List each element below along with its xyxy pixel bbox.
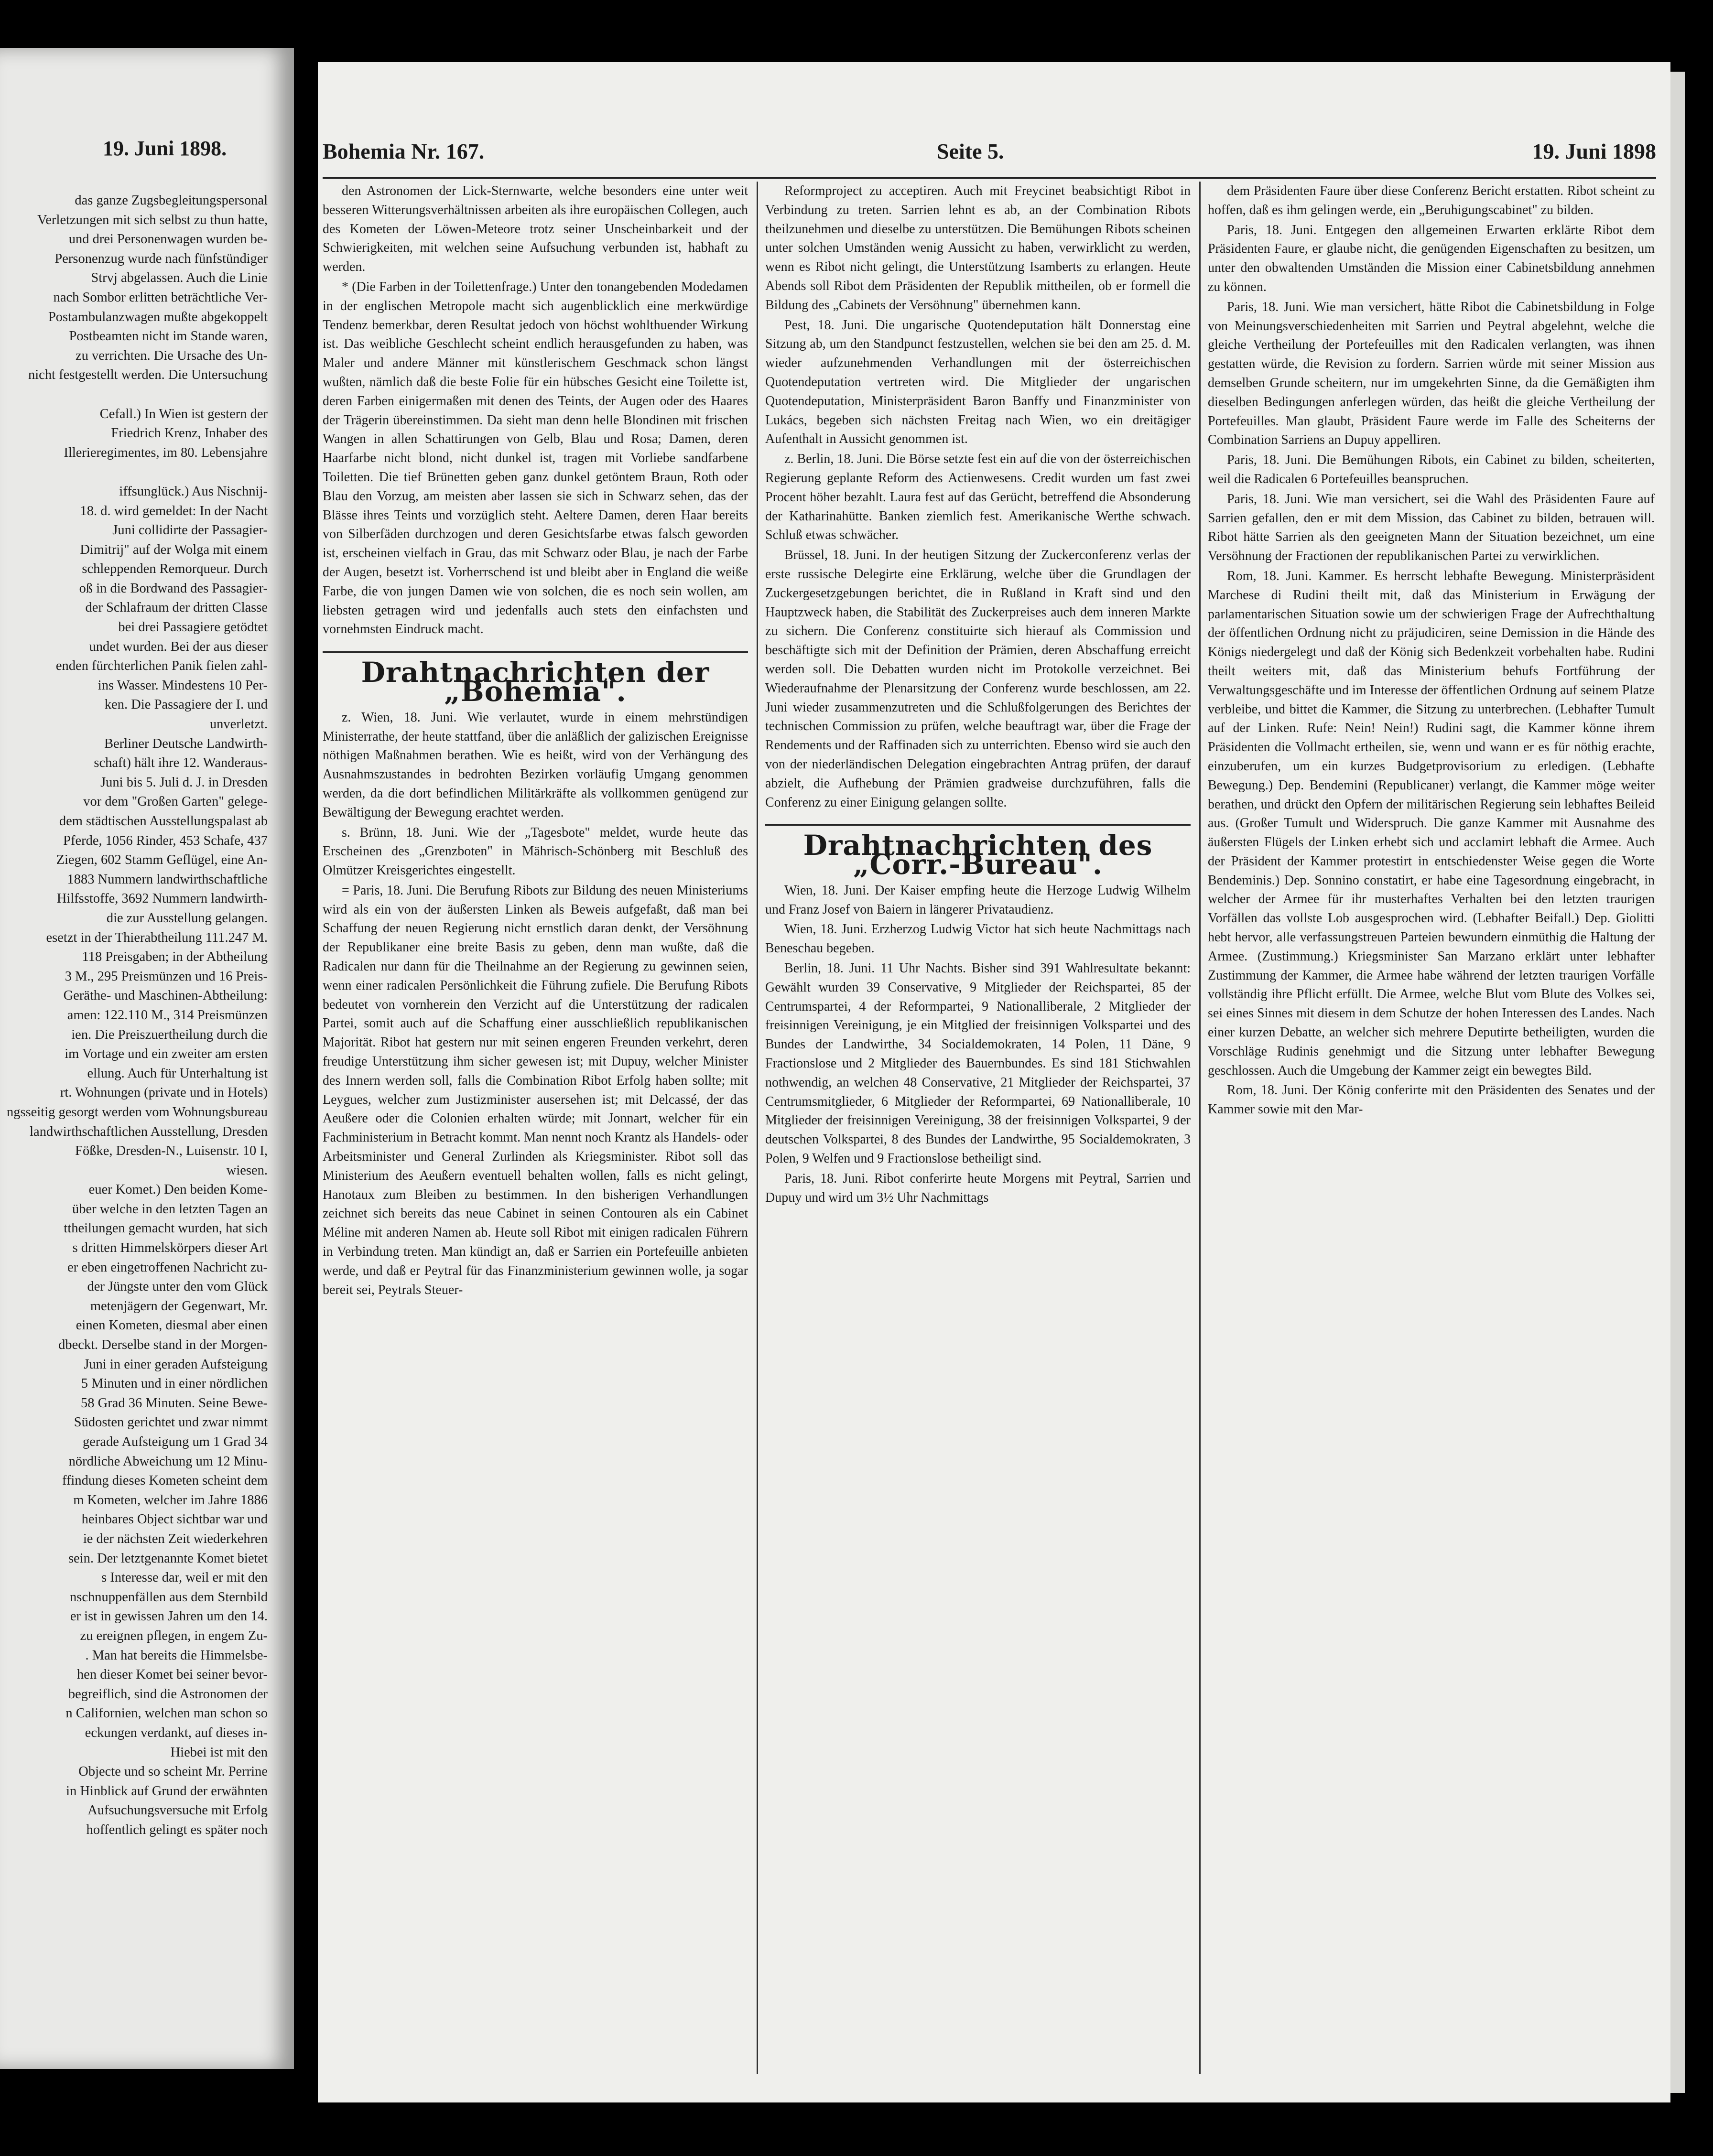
previous-page-line: . Man hat bereits die Himmelsbe-	[85, 1648, 268, 1663]
column-divider	[1199, 182, 1201, 2074]
previous-page-line: rt. Wohnungen (private und in Hotels)	[60, 1085, 268, 1100]
column-1	[323, 182, 748, 2088]
previous-page-line: begreiflich, sind die Astronomen der	[68, 1686, 268, 1702]
previous-page-line: er ist in gewissen Jahren um den 14.	[70, 1609, 268, 1624]
header-rule	[323, 177, 1656, 179]
newspaper-page	[318, 62, 1670, 2102]
previous-page-line: dem städtischen Ausstellungspalast ab	[59, 814, 268, 829]
previous-page-line: nördliche Abweichung um 12 Minu-	[68, 1454, 268, 1469]
previous-page-line: 1883 Nummern landwirthschaftliche	[67, 872, 268, 887]
previous-page-line: im Vortage und ein zweiter am ersten	[65, 1046, 268, 1062]
previous-page-line: zu verrichten. Die Ursache des Un-	[76, 348, 268, 363]
previous-page-line: 3 M., 295 Preismünzen und 16 Preis-	[65, 969, 268, 984]
previous-page-line: iffsunglück.) Aus Nischnij-	[119, 484, 268, 499]
telegram-paragraph: z. Wien, 18. Juni. Wie verlautet, wurde in einem mehrstündigen Ministerrathe, der heute stattfand, über die anläßlich der galizischen Ereignisse nöthigen Maßnahmen berathen. Wie es heißt, wird von der Verhängung des Ausnahmszustandes in bedrohten Bezirken vorläufig Umgang genommen werden, da die dort befindlichen Militärkräfte als vollkommen genügend zur Bewältigung der Bewegung erachtet werden.	[323, 710, 748, 820]
previous-page-line: Dimitrij" auf der Wolga mit einem	[80, 542, 268, 557]
previous-page-line: oß in die Bordwand des Passagier-	[79, 581, 268, 596]
column-1-articles	[323, 182, 748, 639]
previous-page-line: die zur Ausstellung gelangen.	[106, 910, 268, 926]
previous-page-line: in Hinblick auf Grund der erwähnten	[66, 1783, 268, 1799]
previous-page-line: Strvj abgelassen. Auch die Linie	[91, 270, 268, 286]
page-edge	[1670, 72, 1685, 2093]
telegram-paragraph: Rom, 18. Juni. Kammer. Es herrscht lebhafte Bewegung. Ministerpräsident Marchese di Rudini theilt mit, daß das Ministerium in Erwägung der parlamentarischen Situation sowie um der schwierigen Frage der Aufrechthaltung der öffentlichen Ordnung nicht zu präjudiciren, seine Demission in die Hände des Königs niedergelegt und daß der König sich Bedenkzeit vorbehalten habe. Rudini theilt weiters mit, daß das Ministerium behufs Fortführung der Verwaltungsgeschäfte und im Interesse der öffentlichen Ordnung auf seinem Platze verbleibe, und bittet die Kammer, die Sitzung zu unterbrechen. (Lebhafter Tumult auf der Linken. Rufe: Nein! Nein!) Rudini sagt, die Kammer könne ihrem Präsidenten die Vollmacht ertheilen, sie, wenn und wann er es für nöthig erachte, einzuberufen, um ein kurzes Budgetprovisorium zu erledigen. (Lebhafte Bewegung.) Dep. Bendemini (Republicaner) verlangt, die Kammer möge weiter berathen, und drückt den Opfern der militärischen Regierung sein lebhaftes Beileid aus. (Großer Tumult und Widerspruch. Die ganze Kammer mit Ausnahme des äußersten Flügels der Linken erhebt sich und acclamirt lebhaft die Armee. Auch der Präsident der Kammer protestirt in entschiedenster Weise gegen die Worte Bendeminis.) Dep. Sonnino constatirt, er habe eine Tagesordnung eingebracht, in welcher der Armee für ihr musterhaftes Verhalten bei den letzten traurigen Vorfällen das vollste Lob ausgesprochen wird. (Lebhafter Beifall.) Dep. Giolitti hebt hervor, alle verfassungstreuen Parteien bewundern einmüthig die Haltung der Armee. (Zustimmung.) Kriegsminister San Marzano erklärt unter lebhafter Zustimmung der Kammer, die Armee habe während der letzten traurigen Vorfälle vollständig ihre Pflicht erfüllt. Die Armee, welche Blut vom Blute des Volkes sei, sei eines Sinnes mit diesem in dem Schutze der hohen Interessen des Landes. Nach einer kurzen Debatte, an welcher sich mehrere Deputirte betheiligten, wurden die Vorschläge Rudinis genehmigt und die Sitzung unter lebhafter Bewegung geschlossen. Auch die Umgebung der Kammer zeigt ein bewegtes Bild.	[1208, 568, 1655, 1078]
column-divider	[757, 182, 758, 2074]
previous-page-line: ffindung dieses Kometen scheint dem	[62, 1473, 268, 1488]
telegram-paragraph: Paris, 18. Juni. Entgegen den allgemeinen Erwarten erklärte Ribot dem Präsidenten Faure, er glaube nicht, die genügenden Eigenschaften zu besitzen, um unter den obwaltenden Umständen die Mission einer Cabinetsbildung annehmen zu können.	[1208, 222, 1655, 294]
previous-page-line: Südosten gerichtet und zwar nimmt	[74, 1415, 268, 1430]
previous-page-line: ken. Die Passagiere der I. und	[104, 697, 268, 712]
previous-page-line: der Jüngste unter den vom Glück	[87, 1279, 268, 1294]
previous-page-line: ie der nächsten Zeit wiederkehren	[83, 1531, 268, 1546]
telegram-paragraph: = Paris, 18. Juni. Die Berufung Ribots zur Bildung des neuen Ministeriums wird als ein von der äußersten Linken als Beweis aufgefaßt, daß man bei Schaffung der neuen Regierung nicht ernstlich daran denkt, der Versöhnung der Republikaner eine breite Basis zu geben, denn man wußte, daß die Radicalen nur dann für die Theilnahme an der Regierung zu gewinnen seien, wenn einer radicalen Persönlichkeit die Führung zufiele. Die Berufung Ribots bedeutet von vornherein den Verzicht auf die Unterstützung der radicalen Partei, somit auch auf die Schaffung einer ausschließlich republikanischen Majorität. Ribot hat gestern nur mit seinen engeren Freunden verkehrt, deren freudige Unterstützung ihm sicher gewesen ist; mit Dupuy, welcher Minister des Innern werden soll, falls die Combination Ribot Erfolg haben sollte; mit Leygues, welcher zum Justizminister ausersehen ist; mit Delcassé, der das Aeußere oder die Colonien erhalten würde; mit Jonnart, welcher für ein Fachministerium in Betracht kommt. Man nennt noch Krantz als Handels- oder Arbeitsminister und General Zurlinden als Kriegsminister. Ribot soll das Ministerium des Aeußern eventuell behalten wollen, falls es nicht gelingt, Hanotaux zum Bleiben zu bestimmen. In den bisherigen Verhandlungen zeichnet sich bereits das neue Cabinet in seinen Contouren als ein Cabinet Méline mit anderen Namen ab. Heute soll Ribot mit einigen radicalen Führern in Verbindung treten. Man kündigt an, daß er Sarrien ein Portefeuille anbieten werde, und daß er Peytral für das Finanzministerium gewinnen wolle, ja sogar bereit sei, Peytrals Steuer-	[323, 883, 748, 1297]
previous-page-line: Aufsuchungsversuche mit Erfolg	[87, 1803, 268, 1818]
previous-page-line: amen: 122.110 M., 314 Preismünzen	[67, 1007, 268, 1023]
previous-page-line: landwirthschaftlichen Ausstellung, Dresden	[30, 1124, 268, 1139]
previous-page-line: heinbares Object sichtbar war und	[81, 1512, 268, 1527]
previous-page-line	[0, 463, 268, 482]
previous-page-line: euer Komet.) Den beiden Kome-	[88, 1182, 268, 1197]
previous-page-line: schaft) hält ihre 12. Wanderaus-	[94, 755, 268, 771]
previous-page-line: ttheilungen gemacht wurden, hat sich	[64, 1221, 268, 1236]
previous-page-line: 18. d. wird gemeldet: In der Nacht	[80, 503, 268, 518]
previous-page-line: Hilfsstoffe, 3692 Nummern landwirth-	[56, 891, 268, 906]
previous-page-date: 19. Juni 1898.	[103, 137, 227, 160]
previous-page-line: nschnuppenfällen aus dem Sternbild	[70, 1589, 268, 1605]
previous-page-line: esetzt in der Thierabtheilung 111.247 M.	[46, 930, 268, 945]
previous-page-line: und drei Personenwagen wurden be-	[68, 232, 268, 247]
previous-page-line: ien. Die Preiszuertheilung durch die	[71, 1027, 268, 1042]
previous-page-line: Cefall.) In Wien ist gestern der	[99, 406, 268, 421]
telegram-paragraph: Rom, 18. Juni. Der König conferirte mit den Präsidenten des Senates und der Kammer sowie mit den Mar-	[1208, 1083, 1655, 1117]
previous-page-line: hen dieser Komet bei seiner bevor-	[76, 1667, 268, 1682]
header-page-number: Seite 5.	[937, 139, 1004, 163]
previous-page-line: zu ereignen pflegen, in engem Zu-	[80, 1628, 268, 1643]
page-header	[323, 139, 1656, 172]
column-2-heading: Drahtnachrichten des „Corr.-Bureau".	[765, 824, 1191, 874]
previous-page-line: nach Sombor erlitten beträchtliche Ver-	[53, 290, 268, 305]
previous-page	[0, 48, 294, 2069]
telegram-paragraph: Wien, 18. Juni. Erzherzog Ludwig Victor hat sich heute Nachmittags nach Beneschau begeben.	[765, 922, 1191, 956]
previous-page-line	[0, 385, 268, 405]
previous-page-line: enden fürchterlichen Panik fielen zahl-	[55, 658, 268, 674]
previous-page-line: ellung. Auch für Unterhaltung ist	[87, 1066, 268, 1081]
telegram-paragraph: Paris, 18. Juni. Ribot conferirte heute Morgens mit Peytral, Sarrien und Dupuy und wird um 3½ Uhr Nachmittags	[765, 1171, 1191, 1205]
column-2	[765, 182, 1191, 2088]
previous-page-line: Ziegen, 602 Stamm Geflügel, eine An-	[56, 852, 268, 868]
previous-page-line: Postbeamten nicht im Stande waren,	[69, 329, 268, 344]
telegram-paragraph: dem Präsidenten Faure über diese Conferenz Bericht erstatten. Ribot scheint zu hoffen, daß es ihm gelingen werde, ein „Beruhigungscabinet" zu bilden.	[1208, 183, 1655, 217]
previous-page-line: Juni collidirte der Passagier-	[112, 523, 268, 538]
column-2-telegrams	[765, 182, 1191, 812]
column-1-telegrams	[323, 708, 748, 1300]
telegram-paragraph: Paris, 18. Juni. Wie man versichert, hätte Ribot die Cabinetsbildung in Folge von Meinungsverschiedenheiten mit Sarrien und Peytral abgelehnt, welche die gleiche Vertheilung der Portefeuilles mit den Radicalen verlangten, was ihnen gestatten würde, die Revision zu fordern. Sarrien würde mit seiner Mission aus demselben Grunde scheitern, nur im umgekehrten Sinne, da die Gemäßigten ihm dieselben Bedingungen anferlegen würden, das heißt die gleiche Vertheilung der Portefeuilles. Man glaubt, Präsident Faure werde im Falle des Scheiterns der Combination Sarriens an Dupuy appelliren.	[1208, 299, 1655, 448]
telegram-paragraph: Paris, 18. Juni. Wie man versichert, sei die Wahl des Präsidenten Faure auf Sarrien gefallen, den er mit dem Mission, das Cabinet zu bilden, betrauen will. Ribot hätte Sarrien als den geeigneten Mann der Situation bezeichnet, um eine Versöhnung der Fractionen der republikanischen Partei zu verwirklichen.	[1208, 491, 1655, 564]
previous-page-line: n Californien, welchen man schon so	[65, 1706, 268, 1721]
previous-page-line: gerade Aufsteigung um 1 Grad 34	[82, 1434, 268, 1449]
previous-page-line: Friedrich Krenz, Inhaber des	[111, 426, 268, 441]
previous-page-line: Juni in einer geraden Aufsteigung	[84, 1357, 268, 1372]
column-2-bureau-telegrams	[765, 881, 1191, 1207]
telegram-paragraph: Paris, 18. Juni. Die Bemühungen Ribots, ein Cabinet zu bilden, scheiterten, weil die Radicalen 6 Portefeuilles beanspruchen.	[1208, 453, 1655, 486]
header-date: 19. Juni 1898	[1532, 139, 1656, 163]
previous-page-line: das ganze Zugsbegleitungspersonal	[75, 193, 268, 208]
column-3	[1208, 182, 1655, 2088]
previous-page-line: Personenzug wurde nach fünfstündiger	[54, 251, 268, 266]
previous-page-line: Fößke, Dresden-N., Luisenstr. 10 I,	[75, 1143, 268, 1159]
header-publication: Bohemia Nr. 167.	[323, 139, 485, 163]
previous-page-line: s Interesse dar, weil er mit den	[101, 1570, 268, 1585]
previous-page-line: wiesen.	[226, 1163, 268, 1178]
previous-page-line: ins Wasser. Mindestens 10 Per-	[98, 678, 268, 693]
previous-page-line: ngsseitig gesorgt werden vom Wohnungsbureau	[7, 1104, 268, 1120]
previous-page-line: über welche in den letzten Tagen an	[72, 1201, 268, 1217]
previous-page-line: Postambulanzwagen mußte abgekoppelt	[48, 309, 268, 324]
column-3-telegrams	[1208, 182, 1655, 1119]
previous-page-line: s dritten Himmelskörpers dieser Art	[72, 1240, 268, 1256]
previous-page-line: metenjägern der Gegenwart, Mr.	[90, 1298, 268, 1314]
previous-page-line: Juni bis 5. Juli d. J. in Dresden	[100, 775, 268, 790]
telegram-paragraph: z. Berlin, 18. Juni. Die Börse setzte fest ein auf die von der österreichischen Regierung geplante Reform des Actienwesens. Credit wurden um fast zwei Procent höher bezahlt. Laura fest auf das Gerücht, betreffend die Absonderung der Katharinahütte. Banken ziemlich fest. Amerikanische Werthe schwach. Schluß etwas schwächer.	[765, 452, 1191, 543]
article-paragraph: den Astronomen der Lick-Sternwarte, welche besonders eine unter weit besseren Witterungsverhältnissen arbeiten als ihre europäischen Collegen, auch des Kometen der Löwen-Meteore trotz seiner Unscheinbarkeit und der Schwierigkeiten, mit welchen seine Aufsuchung verbunden ist, habhaft zu werden.	[323, 183, 748, 275]
previous-page-line: unverletzt.	[209, 717, 268, 732]
previous-page-line: Berliner Deutsche Landwirth-	[104, 736, 268, 751]
telegram-paragraph: s. Brünn, 18. Juni. Wie der „Tagesbote" meldet, wurde heute das Erscheinen des „Grenzboten" in Mährisch-Schönberg mit Beschluß des Olmützer Kreisgerichtes eingestellt.	[323, 825, 748, 878]
previous-page-line: eckungen verdankt, auf dieses in-	[85, 1725, 268, 1740]
previous-page-line: m Kometen, welcher im Jahre 1886	[73, 1492, 268, 1508]
previous-page-line: Pferde, 1056 Rinder, 453 Schafe, 437	[63, 833, 268, 848]
previous-page-line: Verletzungen mit sich selbst zu thun hatte,	[37, 212, 268, 227]
article-paragraph: * (Die Farben in der Toilettenfrage.) Unter den tonangebenden Modedamen in der englischen Metropole macht sich augenblicklich eine merkwürdige Tendenz bemerkbar, deren Resultat jedoch von höchst wohlthuender Wirkung ist. Das weibliche Geschlecht scheint endlich herausgefunden zu haben, was Maler und andere Männer mit künstlerischem Geschmack schon längst wußten, nämlich daß die beste Folie für ein hübsches Gesicht eine Toilette ist, deren Farben einigermaßen mit denen des Teints, der Augen oder des Haares der Trägerin übereinstimmen. Da sieht man denn helle Blondinen mit frischen Wangen in allen Schattirungen von Gelb, Blau und Rosa; Damen, deren Haarfarbe nicht blond, nicht dunkel ist, tragen mit Vorliebe sandfarbene Toiletten. Die tief Brünetten geben ganz dunkel getöntem Braun, Roth oder Blau den Vorzug, am meisten aber lassen sie sich in Schwarz sehen, das der Blässe ihres Teints und vorzüglich steht. Aeltere Damen, deren Haar bereits von Silberfäden durchzogen und deren Gesichtsfarbe etwas falsch geworden ist, erscheinen vielfach in Grau, das mit Schwarz oder Blau, je nach der Farbe der Augen, besetzt ist. Vorherrschend ist und bleibt aber in England die weiße Farbe, die von jungen Damen wie von solchen, die es noch sein wollen, am liebsten getragen wird und jedenfalls auch stets den einfachsten und vornehmsten Eindruck macht.	[323, 279, 748, 637]
column-1-heading: Drahtnachrichten der „Bohemia".	[323, 651, 748, 701]
telegram-paragraph: Reformproject zu acceptiren. Auch mit Freycinet beabsichtigt Ribot in Verbindung zu treten. Sarrien lehnt es ab, an der Combination Ribots theilzunehmen und dieselbe zu unterstützen. Die Bemühungen Ribots scheinen unter solchen Umständen wenig Aussicht zu haben, verwirklicht zu werden, wenn es Ribot nicht gelingt, die Unterstützung Isamberts zu erlangen. Heute Abends soll Ribot dem Präsidenten der Republik mittheilen, ob er formell die Bildung des „Cabinets der Versöhnung" übernehmen kann.	[765, 183, 1191, 313]
previous-page-line: hoffentlich gelingt es später noch	[86, 1822, 268, 1837]
previous-page-line: er eben eingetroffenen Nachricht zu-	[67, 1260, 268, 1275]
telegram-paragraph: Brüssel, 18. Juni. In der heutigen Sitzung der Zuckerconferenz verlas der erste russische Delegirte eine Erklärung, welche über die Grundlagen der Zuckergesetzgebungen berichtet, die in Rußland in Kraft sind und den Hauptzweck haben, die Stabilität des Zuckerpreises auch dem inneren Markte zu sichern. Die Conferenz constituirte sich hierauf als Commission und beschäftigte sich mit der Definition der Prämien, deren Abschaffung erreicht werden soll. Die Debatten wurden nicht im Protokolle verzeichnet. Bei Wiederaufnahme der Plenarsitzung der Conferenz wurde beschlossen, am 22. Juni wieder zusammenzutreten und die Schlußfolgerungen des Berichtes der technischen Commission zu prüfen, welche beauftragt war, über die Frage der Rendements und der Raffinaden sich zu unterrichten. Ebenso wird sie auch den von der niederländischen Delegation eingebrachten Antrag prüfen, der darauf abzielt, die Aufhebung der Prämien gradweise durchzuführen, falls die Conferenz zu einer Einigung gelangen sollte.	[765, 548, 1191, 810]
previous-page-line: Geräthe- und Maschinen-Abtheilung:	[63, 988, 268, 1003]
previous-page-line: nicht festgestellt werden. Die Untersuchung	[28, 367, 268, 383]
previous-page-line: dbeckt. Derselbe stand in der Morgen-	[58, 1337, 268, 1353]
previous-page-line: undet wurden. Bei der aus dieser	[89, 639, 268, 654]
telegram-paragraph: Pest, 18. Juni. Die ungarische Quotendeputation hält Donnerstag eine Sitzung ab, um den Standpunct festzustellen, welchen sie bei den am 25. d. M. wieder aufzunehmenden Verhandlungen mit der österreichischen Quotendeputation vertreten wird. Die Mitglieder der ungarischen Quotendeputation, Ministerpräsident Baron Banffy und Finanzminister von Lukács, begeben sich nächsten Freitag nach Wien, wo ein dreitägiger Aufenthalt in Aussicht genommen ist.	[765, 317, 1191, 447]
previous-page-line: bei drei Passagiere getödtet	[118, 620, 268, 635]
previous-page-text	[0, 191, 268, 1840]
previous-page-line: sein. Der letztgenannte Komet bietet	[68, 1551, 268, 1566]
telegram-paragraph: Wien, 18. Juni. Der Kaiser empfing heute die Herzoge Ludwig Wilhelm und Franz Josef von Baiern in längerer Privataudienz.	[765, 883, 1191, 917]
previous-page-line: vor dem "Großen Garten" gelege-	[83, 794, 268, 809]
previous-page-line: 58 Grad 36 Minuten. Seine Bewe-	[81, 1395, 268, 1411]
previous-page-line: 5 Minuten und in einer nördlichen	[81, 1376, 268, 1391]
previous-page-line: der Schlafraum der dritten Classe	[85, 600, 268, 615]
telegram-paragraph: Berlin, 18. Juni. 11 Uhr Nachts. Bisher sind 391 Wahlresultate bekannt: Gewählt wurden 39 Conservative, 9 Mitglieder der Reichspartei, 85 der Centrumspartei, 4 der Reformpartei, 9 Nationalliberale, 2 Mitglieder der freisinnigen Vereinigung, je ein Mitglied der freisinnigen Volkspartei und des Bundes der Landwirthe, 34 Socialdemokraten, 14 Polen, 11 Däne, 9 Fractionslose und 2 Mitglieder des Bauernbundes. Es sind 181 Stichwahlen nothwendig, an welchen 48 Conservative, 21 Mitglieder der Reichspartei, 37 Centrumsmitglieder, 6 Mitglieder der Reformpartei, 69 Nationalliberale, 10 Mitglieder der freisinnigen Vereinigung, 38 der freisinnigen Volkspartei, 9 der deutschen Volkspartei, 8 des Bundes der Landwirthe, 95 Socialdemokraten, 3 Polen, 9 Welfen und 9 Fractionslose betheiligt sind.	[765, 961, 1191, 1166]
previous-page-line: Illerieregimentes, im 80. Lebensjahre	[64, 445, 268, 460]
previous-page-line: 118 Preisgaben; in der Abtheilung	[82, 949, 268, 965]
previous-page-line: einen Kometen, diesmal aber einen	[76, 1318, 268, 1333]
previous-page-line: Objecte und so scheint Mr. Perrine	[78, 1764, 268, 1779]
previous-page-line: schleppenden Remorqueur. Durch	[82, 561, 268, 577]
previous-page-line: Hiebei ist mit den	[170, 1745, 268, 1760]
